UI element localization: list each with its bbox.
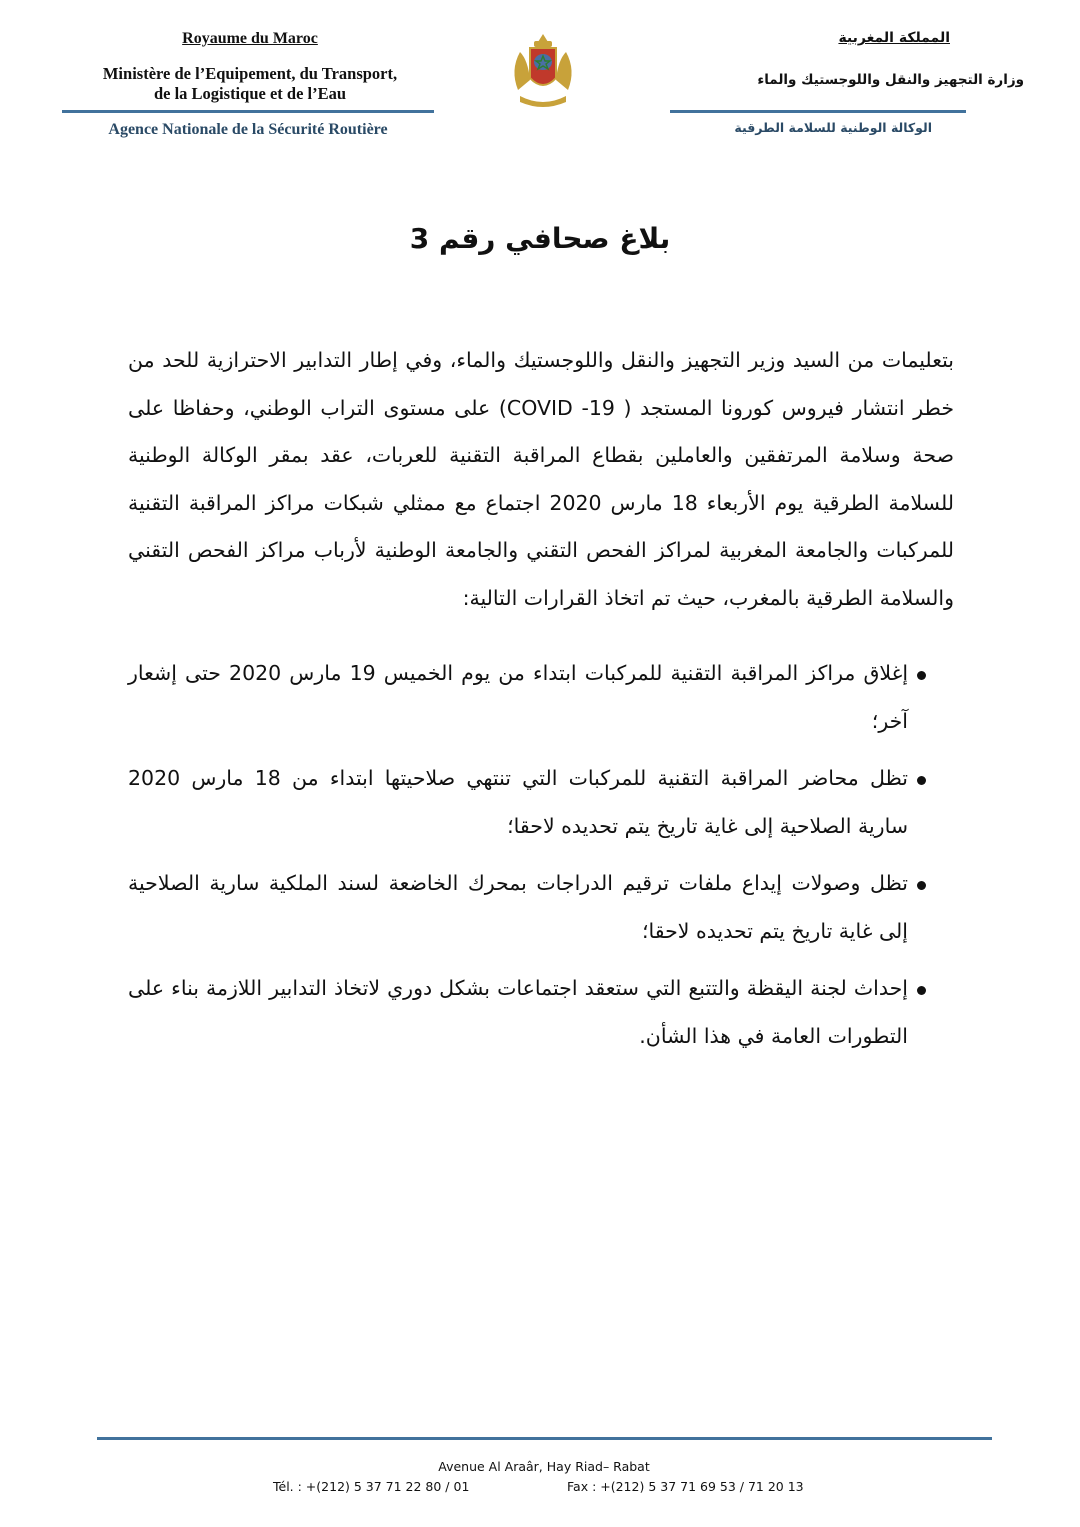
bullet-icon (917, 776, 926, 785)
bullet-icon (917, 986, 926, 995)
decision-item (128, 650, 954, 745)
bullet-icon (917, 881, 926, 890)
agency-name-fr: Agence Nationale de la Sécurité Routière (108, 121, 388, 138)
decision-item (128, 965, 954, 1060)
ministry-name-ar: وزارة التجهيز والنقل واللوجستيك والماء (757, 72, 1024, 88)
ministry-name-fr-line1: Ministère de l’Equipement, du Transport, (102, 64, 398, 83)
decision-text: تظل محاضر المراقبة التقنية للمركبات التي تنتهي صلاحيتها ابتداء من 18 مارس 2020 سارية الصلاحية إلى غاية تاريخ يتم تحديده لاحقا؛ (128, 766, 908, 838)
decision-text: إغلاق مراكز المراقبة التقنية للمركبات ابتداء من يوم الخميس 19 مارس 2020 حتى إشعار آخر؛ (128, 661, 909, 733)
decision-item (128, 860, 954, 955)
footer-rule (97, 1437, 992, 1440)
ministry-name-fr-line2: de la Logistique et de l’Eau (153, 84, 347, 103)
body-paragraph: بتعليمات من السيد وزير التجهيز والنقل واللوجستيك والماء، وفي إطار التدابير الاحترازية للحد من خطر انتشار فيروس كورونا المستجد ( COVID -19) على مستوى التراب الوطني، وحفاظا على صحة وسلامة المرتفقين والعاملين بقطاع المراقبة التقنية للعربات، عقد بمقر الوكالة الوطنية للسلامة الطرقية يوم الأربعاء 18 مارس 2020 اجتماع مع ممثلي شبكات مراكز المراقبة التقنية للمركبات والجامعة المغربية لمراكز الفحص التقني والجامعة الوطنية لأرباب مراكز الفحص التقني والسلامة الطرقية بالمغرب، حيث تم اتخاذ القرارات التالية: (128, 348, 954, 610)
kingdom-name-ar: المملكة المغربية (838, 30, 950, 46)
header-french (60, 30, 440, 104)
decision-text: إحداث لجنة اليقظة والتتبع التي ستعقد اجتماعات بشكل دوري لاتخاذ التدابير اللازمة بناء على التطورات العامة في هذا الشأن. (128, 976, 908, 1048)
header-arabic (660, 30, 1024, 88)
press-release-title: بلاغ صحافي رقم 3 (409, 222, 671, 255)
header-rule-right (670, 110, 966, 113)
decision-item (128, 755, 954, 850)
footer-phone: Tél. : +(212) 5 37 71 22 80 / 01 (273, 1479, 470, 1494)
decisions-list (128, 650, 954, 1070)
agency-name-ar: الوكالة الوطنية للسلامة الطرقية (734, 120, 932, 135)
bullet-icon (917, 671, 926, 680)
footer-address: Avenue Al Araâr, Hay Riad– Rabat (438, 1459, 650, 1474)
decision-text: تظل وصولات إيداع ملفات ترقيم الدراجات بمحرك الخاضعة لسند الملكية سارية الصلاحية إلى غاية تاريخ يتم تحديده لاحقا؛ (128, 871, 908, 943)
footer-fax: Fax : +(212) 5 37 71 69 53 / 71 20 13 (567, 1479, 804, 1494)
coat-of-arms-icon (508, 30, 578, 110)
header-rule-left (62, 110, 434, 113)
kingdom-name-fr: Royaume du Maroc (182, 30, 318, 47)
